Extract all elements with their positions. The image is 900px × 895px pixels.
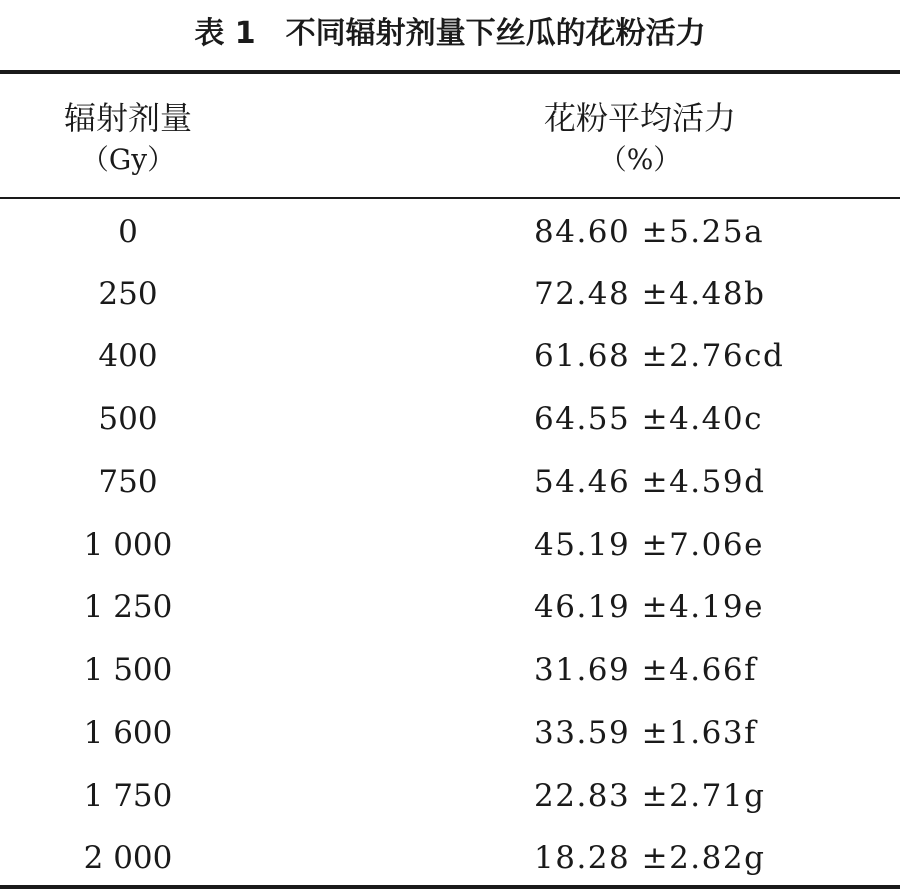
table-title: 不同辐射剂量下丝瓜的花粉活力 (285, 16, 706, 51)
table-row (0, 765, 900, 827)
vitality-cell: 33.59 ±1.63f (534, 715, 758, 751)
dose-cell: 400 (98, 338, 158, 374)
bottom-rule (0, 885, 900, 889)
vitality-cell: 72.48 ±4.48b (534, 276, 766, 312)
dose-cell: 1 000 (83, 527, 173, 563)
dose-cell: 1 250 (83, 589, 173, 625)
table-number: 表 1 (194, 16, 256, 51)
dose-cell: 500 (98, 401, 158, 437)
table-caption (0, 14, 900, 54)
column-header-dose-label: 辐射剂量 (63, 99, 192, 137)
dose-cell: 1 750 (83, 778, 173, 814)
vitality-cell: 18.28 ±2.82g (534, 840, 766, 876)
vitality-cell: 45.19 ±7.06e (534, 527, 764, 563)
dose-cell: 250 (98, 276, 158, 312)
vitality-cell: 64.55 ±4.40c (534, 401, 763, 437)
table-row (0, 451, 900, 513)
table-row (0, 827, 900, 889)
column-header-dose-unit: （Gy） (80, 143, 176, 176)
table-row (0, 639, 900, 701)
column-header-dose (0, 96, 256, 180)
dose-cell: 1 500 (83, 652, 173, 688)
dose-cell: 1 600 (83, 715, 173, 751)
column-header-vitality-unit: （%） (598, 143, 682, 176)
vitality-cell: 84.60 ±5.25a (534, 214, 765, 250)
vitality-cell: 61.68 ±2.76cd (534, 338, 785, 374)
dose-cell: 2 000 (83, 840, 173, 876)
table-row (0, 702, 900, 764)
table-row (0, 201, 900, 263)
table-row (0, 514, 900, 576)
vitality-cell: 31.69 ±4.66f (534, 652, 758, 688)
vitality-cell: 54.46 ±4.59d (534, 464, 766, 500)
vitality-cell: 46.19 ±4.19e (534, 589, 764, 625)
dose-cell: 750 (98, 464, 158, 500)
table-row (0, 576, 900, 638)
header-rule (0, 197, 900, 199)
table-row (0, 325, 900, 387)
vitality-cell: 22.83 ±2.71g (534, 778, 766, 814)
column-header-vitality (470, 96, 810, 180)
table-row (0, 263, 900, 325)
top-rule (0, 70, 900, 74)
column-header-vitality-label: 花粉平均活力 (543, 99, 736, 137)
table-row (0, 388, 900, 450)
dose-cell: 0 (118, 214, 138, 250)
